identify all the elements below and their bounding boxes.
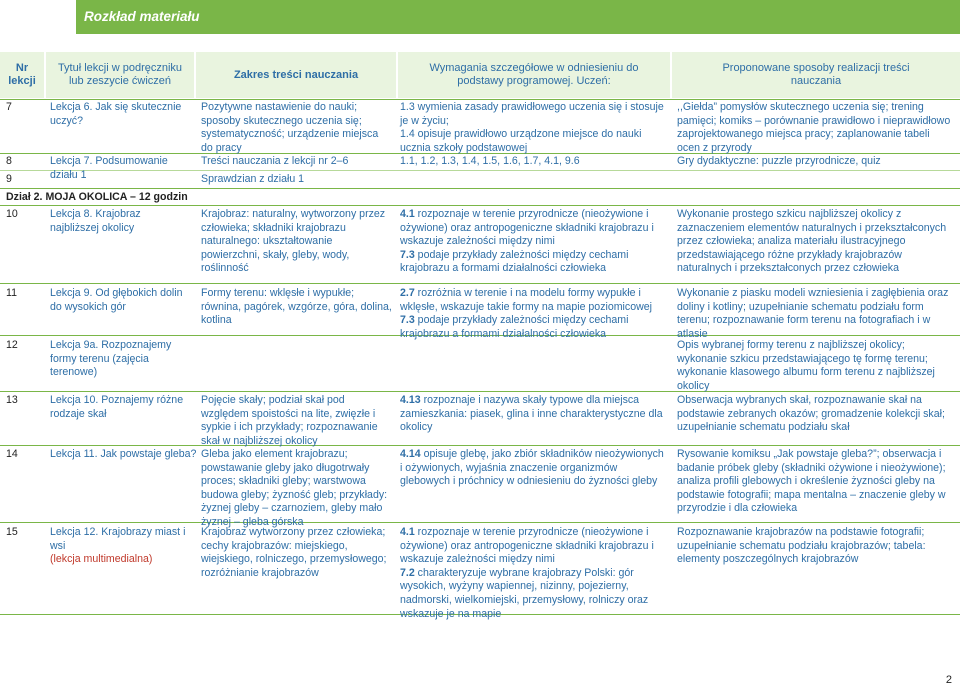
- lesson-requirements: 4.1 rozpoznaje w terenie przyrodnicze (nieożywione i ożywione) oraz antropogeniczne składniki krajobrazu i wskazuje zależności między nimi 7.2 charakteryzuje wybrane krajobrazy Polski: gór wysokich, wyżyny wapiennej, nizinny, pojezierny, nadmorski, wielkomiejski, przemysłowy, rolniczy oraz wskazuje je na mapie: [400, 526, 654, 620]
- banner: [76, 0, 960, 34]
- lesson-title: Lekcja 10. Poznajemy różne rodzaje skał: [50, 394, 184, 420]
- lesson-methods: Wykonanie prostego szkicu najbliższej okolicy z zaznaczeniem elementów naturalnych i przekształconych przez człowieka; analiza materiału ilustracyjnego przedstawiającego różne przykłady krajobrazów naturalnych i przekształconych przez człowieka: [677, 208, 947, 275]
- lesson-requirements: 1.3 wymienia zasady prawidłowego uczenia się i stosuje je w życiu; 1.4 opisuje prawidłowo urządzone miejsce do nauki ucznia szkoły podstawowej: [400, 101, 664, 154]
- lesson-scope: Pojęcie skały; podział skał pod względem spoistości na lite, zwięzłe i sypkie i ich przykłady; rozpoznawanie skał w najbliższej okolicy: [201, 394, 378, 447]
- lesson-methods: Opis wybranej formy terenu z najbliższej okolicy; wykonanie szkicu przedstawiającego tę formę terenu; wykonanie klasowego albumu form terenu z najbliższej okolicy: [677, 339, 935, 392]
- header-scope: Zakres treści nauczania: [196, 52, 396, 98]
- header-nr: Nr lekcji: [0, 52, 44, 98]
- multimedia-note: (lekcja multimedialna): [50, 553, 153, 566]
- lesson-scope: Pozytywne nastawienie do nauki; sposoby skutecznego uczenia się; systematyczność; urządzenie miejsca do pracy: [201, 101, 379, 154]
- lesson-number: 11: [6, 287, 17, 299]
- row-divider: [0, 188, 960, 189]
- banner-title: Rozkład materiału: [84, 9, 200, 24]
- lesson-requirements: 4.1 rozpoznaje w terenie przyrodnicze (nieożywione i ożywione) oraz antropogeniczne składniki krajobrazu i wskazuje zależności między nimi 7.3 podaje przykłady zależności między cechami krajobrazu a formami działalności człowieka: [400, 208, 654, 275]
- lesson-number: 14: [6, 448, 18, 460]
- lesson-scope: Gleba jako element krajobrazu; powstawanie gleby jako długotrwały proces; składniki gleby; warstwowa budowa gleby; żyzność gleb; przykłady: żyznej gleby – czarnoziem, gleby mało żyznej – gleba górska: [201, 448, 388, 528]
- lesson-number: 9: [6, 173, 12, 185]
- lesson-requirements: 1.1, 1.2, 1.3, 1.4, 1.5, 1.6, 1.7, 4.1, 9.6: [400, 155, 580, 167]
- section-heading: Dział 2. MOJA OKOLICA – 12 godzin: [6, 191, 188, 203]
- header-methods: Proponowane sposoby realizacji treści nauczania: [672, 52, 960, 98]
- lesson-title: Lekcja 9a. Rozpoznajemy formy terenu (zajęcia terenowe): [50, 339, 172, 379]
- lesson-title: Lekcja 6. Jak się skutecznie uczyć?: [50, 101, 182, 127]
- lesson-methods: Wykonanie z piasku modeli wzniesienia i zagłębienia oraz doliny i kotliny; uzupełnianie schematu podziału form terenu; rozpoznawanie form terenu na fotografiach i w atlasie: [677, 287, 949, 340]
- lesson-methods: ,,Giełda” pomysłów skutecznego uczenia się; trening pamięci; komiks – porównanie prawidłowo i nieprawidłowo zaprojektowanego miejsca pracy; zaplanowanie tabeli ocen z przyrody: [677, 101, 951, 154]
- lesson-title: Lekcja 11. Jak powstaje gleba?: [50, 448, 197, 460]
- lesson-scope: Treści nauczania z lekcji nr 2–6: [201, 155, 349, 167]
- lesson-number: 10: [6, 208, 18, 220]
- lesson-methods: Rozpoznawanie krajobrazów na podstawie fotografii; uzupełnianie schematu podziału krajobrazów; tabela: elementy poszczególnych krajobrazów: [677, 526, 926, 566]
- lesson-number: 12: [6, 339, 18, 351]
- lesson-requirements: 4.13 rozpoznaje i nazywa skały typowe dla miejsca zamieszkania: piasek, glina i inne charakterystyczne dla okolicy: [400, 394, 663, 434]
- lesson-title: Lekcja 7. Podsumowanie działu 1: [50, 155, 168, 181]
- lesson-requirements: 4.14 opisuje glebę, jako zbiór składników nieożywionych i ożywionych, wyjaśnia znaczenie organizmów glebowych i próchnicy w odniesieniu do żyzności gleby: [400, 448, 664, 488]
- row-divider: [0, 205, 960, 206]
- header-title: Tytuł lekcji w podręczniku lub zeszycie ćwiczeń: [46, 52, 194, 98]
- lesson-methods: Obserwacja wybranych skał, rozpoznawanie skał na podstawie zebranych okazów; gromadzenie kolekcji skał; uzupełnianie schematu podziału skał: [677, 394, 945, 434]
- row-divider: [0, 283, 960, 284]
- lesson-scope: Krajobraz: naturalny, wytworzony przez człowieka; składniki krajobrazu naturalnego: ukształtowanie powierzchni, skały, gleby, wody, roślinność: [201, 208, 386, 275]
- page-number: 2: [945, 674, 952, 686]
- lesson-title: Lekcja 8. Krajobraz najbliższej okolicy: [50, 208, 141, 234]
- lesson-number: 15: [6, 526, 18, 538]
- lesson-number: 13: [6, 394, 18, 406]
- lesson-scope: Sprawdzian z działu 1: [201, 173, 305, 185]
- lesson-methods: Rysowanie komiksu „Jak powstaje gleba?”; obserwacja i badanie próbek gleby (składniki ożywione i nieożywione); analiza profili glebowych i określenie żyzności gleby na podstawie fotografii; mapa mentalna – znaczenie gleby w przyrodzie i dla człowieka: [677, 448, 946, 515]
- lesson-title: Lekcja 9. Od głębokich dolin do wysokich gór: [50, 287, 183, 313]
- lesson-number: 8: [6, 155, 12, 167]
- lesson-scope: Formy terenu: wklęsłe i wypukłe; równina, pagórek, wzgórze, góra, dolina, kotlina: [201, 287, 392, 327]
- row-divider: [0, 99, 960, 100]
- row-divider: [0, 522, 960, 523]
- lesson-title: Lekcja 12. Krajobrazy miast i wsi (lekcja multimedialna): [50, 526, 186, 566]
- lesson-requirements: 2.7 rozróżnia w terenie i na modelu formy wypukłe i wklęsłe, wskazuje takie formy na mapie poziomicowej 7.3 podaje przykłady zależności między cechami krajobrazu a formami działalności człowieka: [400, 287, 652, 340]
- header-requirements: Wymagania szczegółowe w odniesieniu do podstawy programowej. Uczeń:: [398, 52, 670, 98]
- lesson-number: 7: [6, 101, 12, 113]
- lesson-scope: Krajobraz wytworzony przez człowieka; cechy krajobrazów: miejskiego, wiejskiego, rolniczego, przemysłowego; rozróżnianie krajobrazów: [201, 526, 387, 579]
- row-divider: [0, 445, 960, 446]
- lesson-methods: Gry dydaktyczne: puzzle przyrodnicze, quiz: [677, 155, 881, 167]
